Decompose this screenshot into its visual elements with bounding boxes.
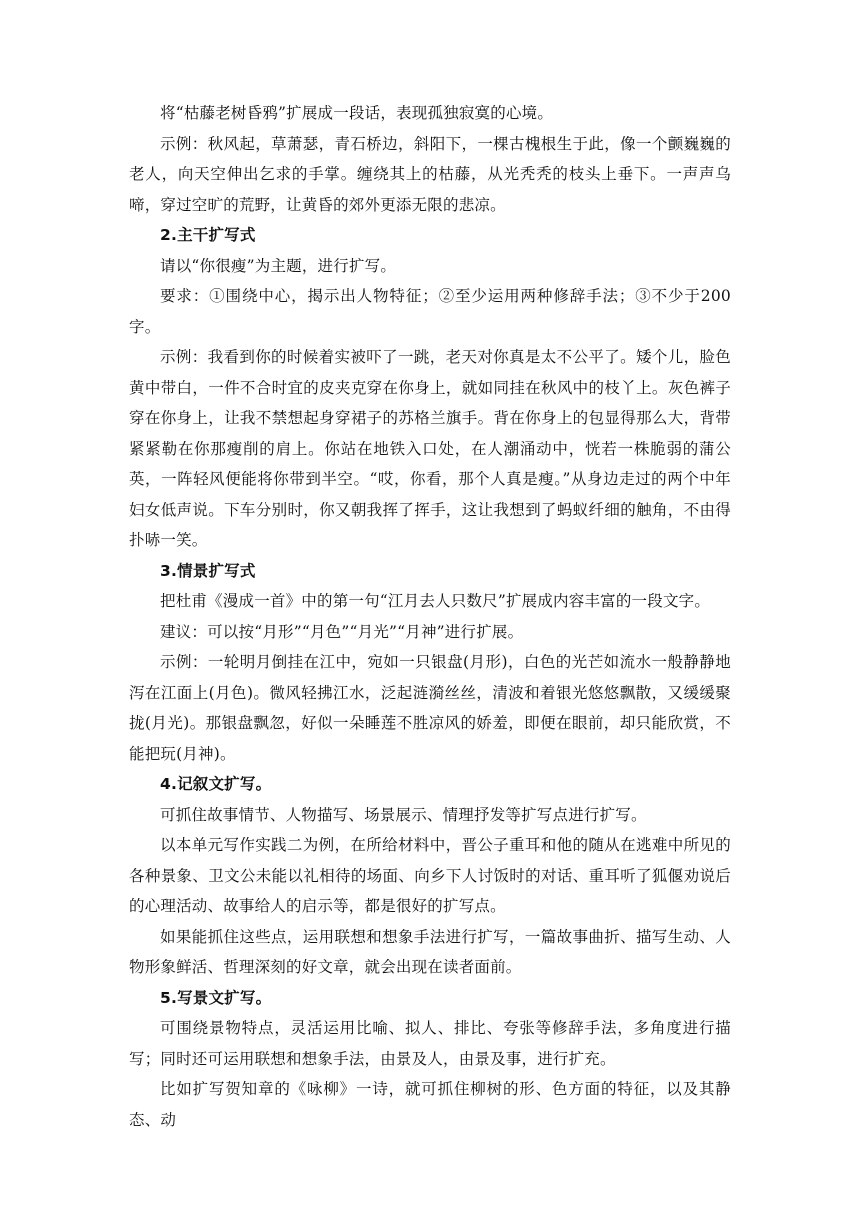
paragraph-example-1: 示例：秋风起，草萧瑟，青石桥边，斜阳下，一棵古槐根生于此，像一个颤巍巍的老人，向天空伸出乞求的手掌。缠绕其上的枯藤，从光秃秃的枝头上垂下。一声声乌啼，穿过空旷的荒野，让黄昏的郊外更添无限的悲凉。 bbox=[129, 134, 731, 214]
paragraph-task-3: 把杜甫《漫成一首》中的第一句“江月去人只数尺”扩展成内容丰富的一段文字。 bbox=[160, 592, 711, 610]
document-body bbox=[129, 98, 731, 1135]
paragraph-body-4c: 如果能抓住这些点，运用联想和想象手法进行扩写，一篇故事曲折、描写生动、人物形象鲜活、哲理深刻的好文章，就会出现在读者面前。 bbox=[129, 927, 731, 976]
section-heading-4: 4.记叙文扩写。 bbox=[160, 775, 272, 793]
section-heading-5: 5.写景文扩写。 bbox=[160, 988, 272, 1007]
paragraph-body-5a: 可围绕景物特点，灵活运用比喻、拟人、排比、夸张等修辞手法，多角度进行描写；同时还可运用联想和想象手法，由景及人，由景及事，进行扩充。 bbox=[129, 1019, 731, 1068]
paragraph-example-3: 示例：一轮明月倒挂在江中，宛如一只银盘(月形)，白色的光芒如流水一般静静地泻在江面上(月色)。微风轻拂江水，泛起涟漪丝丝，清波和着银光悠悠飘散，又缓缓聚拢(月光)。那银盘飘忽，好似一朵睡莲不胜凉风的娇羞，即便在眼前，却只能欣赏，不能把玩(月神)。 bbox=[129, 653, 731, 763]
paragraph-task-2: 请以“你很瘦”为主题，进行扩写。 bbox=[160, 256, 397, 275]
paragraph-body-4b: 以本单元写作实践二为例，在所给材料中，晋公子重耳和他的随从在逃难中所见的各种景象、卫文公未能以礼相待的场面、向乡下人讨饭时的对话、重耳听了狐偃劝说后的心理活动、故事给人的启示等，都是很好的扩写点。 bbox=[129, 836, 731, 915]
paragraph-example-2: 示例：我看到你的时候着实被吓了一跳，老天对你真是太不公平了。矮个儿，脸色黄中带白，一件不合时宜的皮夹克穿在你身上，就如同挂在秋风中的枝丫上。灰色裤子穿在你身上，让我不禁想起身穿裙子的苏格兰旗手。背在你身上的包显得那么大，背带紧紧勒在你那瘦削的肩上。你站在地铁入口处，在人潮涌动中，恍若一株脆弱的蒲公英，一阵轻风便能将你带到半空。“哎，你看，那个人真是瘦。”从身边走过的两个中年妇女低声说。下车分别时，你又朝我挥了挥手，这让我想到了蚂蚁纤细的触角，不由得扑哧一笑。 bbox=[129, 348, 731, 549]
paragraph-body-4a: 可抓住故事情节、人物描写、场景展示、情理抒发等扩写点进行扩写。 bbox=[160, 805, 647, 824]
paragraph-requirement-2: 要求：①围绕中心，揭示出人物特征；②至少运用两种修辞手法；③不少于200字。 bbox=[129, 287, 731, 336]
paragraph-body-5b: 比如扩写贺知章的《咏柳》一诗，就可抓住柳树的形、色方面的特征，以及其静态、动 bbox=[129, 1080, 731, 1129]
section-heading-3: 3.情景扩写式 bbox=[160, 561, 256, 580]
section-heading-2: 2.主干扩写式 bbox=[160, 226, 256, 244]
paragraph-suggestion-3: 建议：可以按“月形”“月色”“月光”“月神”进行扩展。 bbox=[160, 622, 524, 641]
paragraph-task-1: 将“枯藤老树昏鸦”扩展成一段话，表现孤独寂寞的心境。 bbox=[160, 104, 554, 122]
